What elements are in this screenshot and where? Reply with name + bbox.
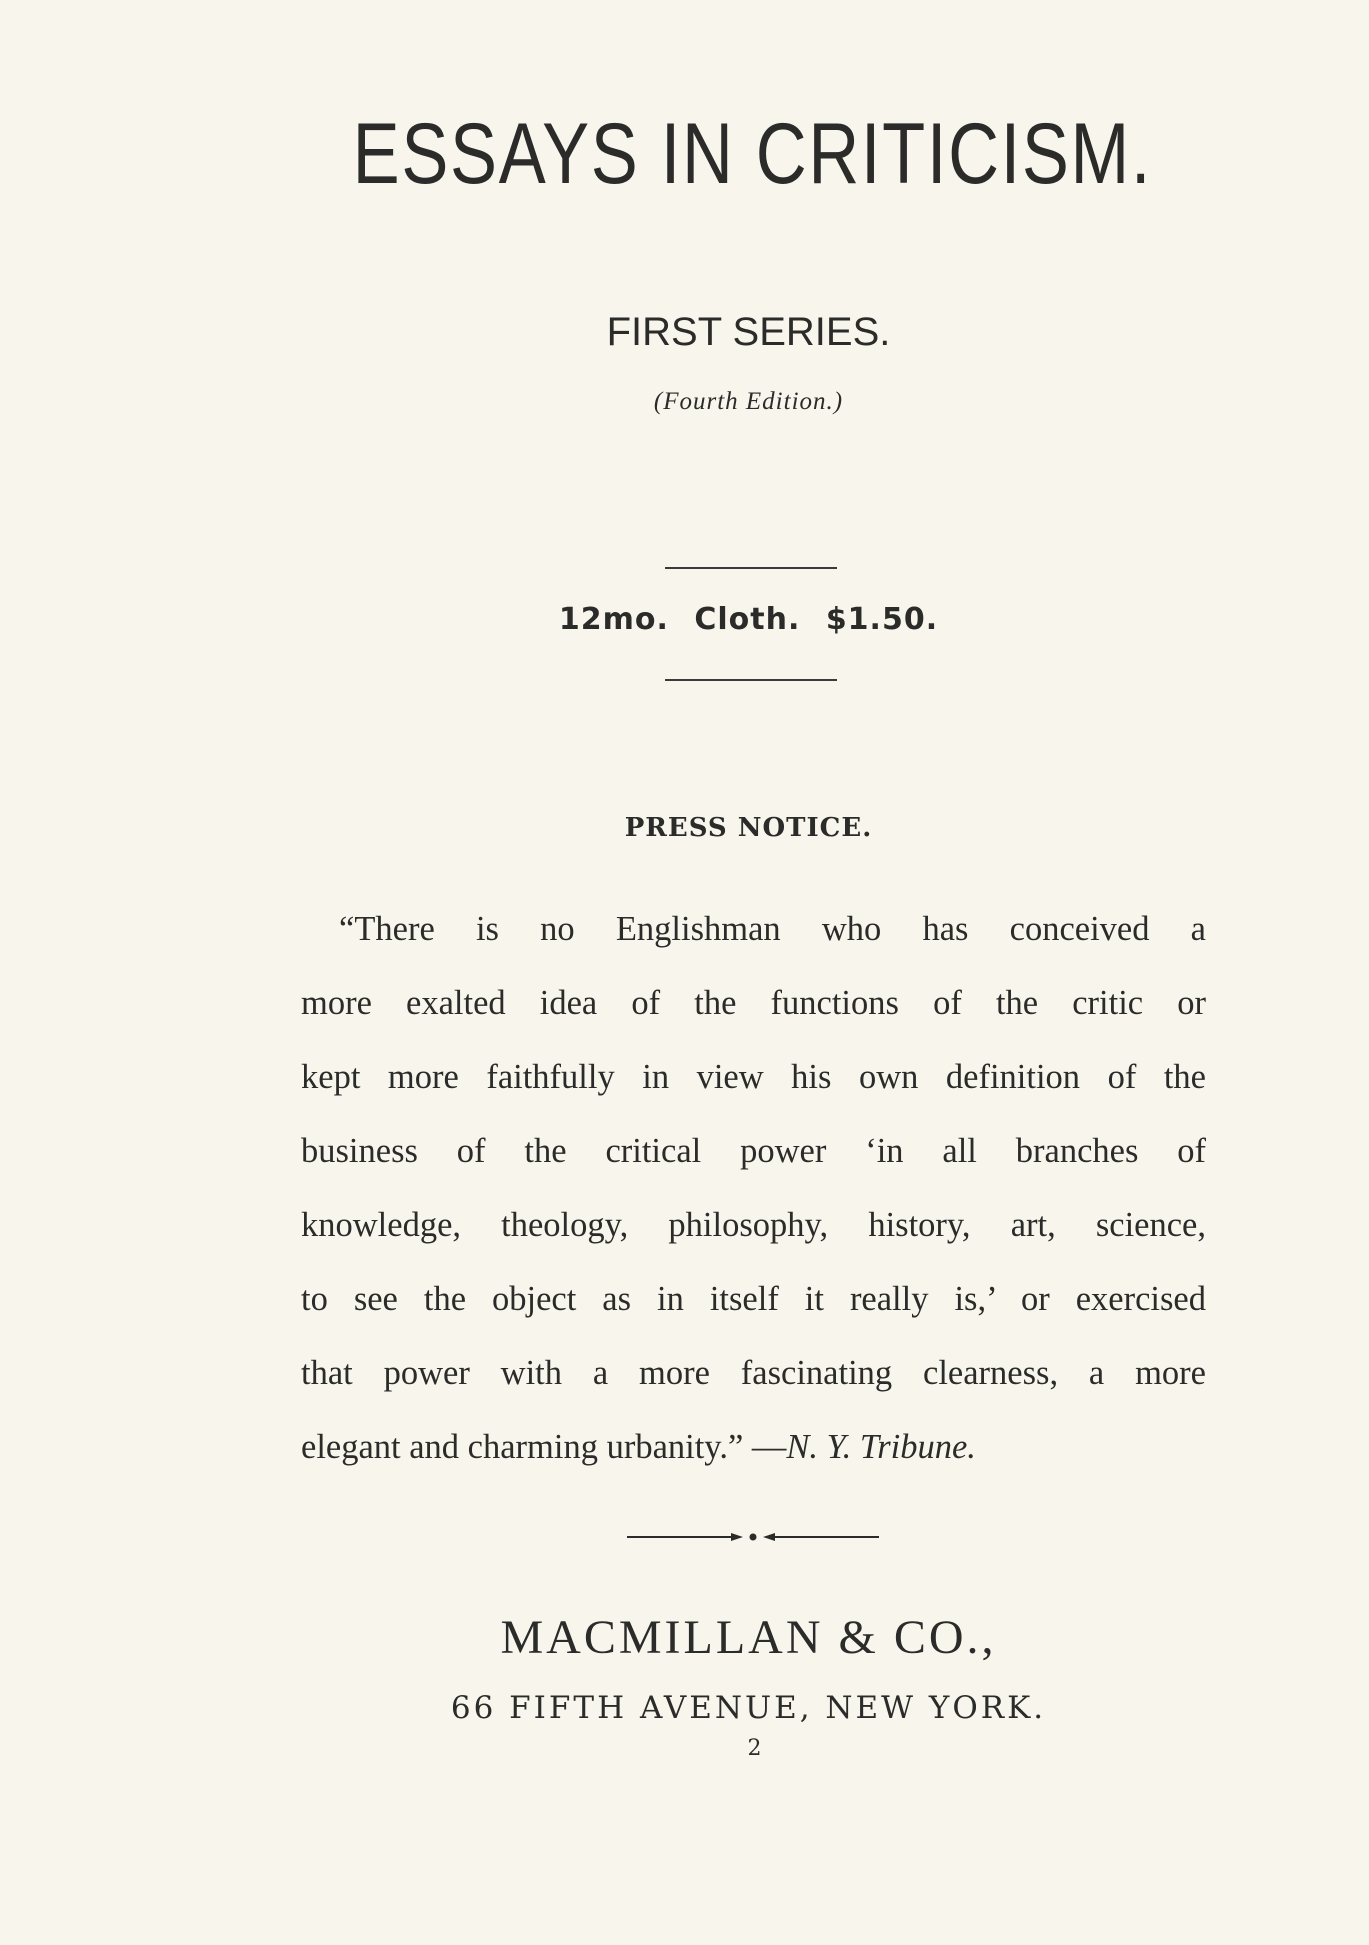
cost-text: $1.50. — [825, 602, 939, 637]
quote-line: to see the object as in itself it really is,’ or exercised — [301, 1280, 1206, 1318]
format-text: 12mo. — [558, 602, 669, 637]
divider-top — [665, 567, 837, 569]
divider-bottom — [665, 679, 837, 681]
title-text: ESSAYS IN CRITICISM. — [352, 106, 1153, 202]
quote-line: that power with a more fascinating clearness, a more — [301, 1354, 1206, 1392]
price-line — [0, 602, 1369, 637]
edition-text: (Fourth Edition.) — [653, 388, 844, 415]
quote-line-text: elegant and charming urbanity.” — — [301, 1428, 787, 1466]
edition-label — [0, 388, 1369, 416]
quote-line: business of the critical power ‘in all branches of — [301, 1132, 1206, 1170]
series-label — [0, 310, 1369, 355]
page-title — [135, 105, 1258, 204]
price-inner — [559, 602, 938, 637]
press-quote — [301, 904, 1206, 1496]
press-notice-heading-text: PRESS NOTICE. — [624, 813, 873, 843]
publisher-address-text: 66 FIFTH AVENUE, NEW YORK. — [450, 1690, 1047, 1726]
quote-line: “There is no Englishman who has conceived a — [339, 910, 1206, 948]
ornament-divider-icon — [627, 1530, 879, 1544]
page-number — [0, 1736, 1369, 1761]
publisher-name-text: MACMILLAN & CO., — [500, 1611, 997, 1664]
attribution: N. Y. Tribune. — [786, 1428, 976, 1466]
publisher-address — [0, 1690, 1369, 1726]
quote-line: knowledge, theology, philosophy, history, art, science, — [301, 1206, 1206, 1244]
quote-line-last — [301, 1422, 1206, 1496]
series-text: FIRST SERIES. — [606, 310, 891, 354]
publisher-name — [0, 1610, 1369, 1665]
press-notice-heading — [0, 813, 1369, 843]
page-number-text: 2 — [747, 1736, 762, 1761]
binding-text: Cloth. — [694, 602, 801, 637]
quote-line: more exalted idea of the functions of the critic or — [301, 984, 1206, 1022]
quote-line: kept more faithfully in view his own definition of the — [301, 1058, 1206, 1096]
